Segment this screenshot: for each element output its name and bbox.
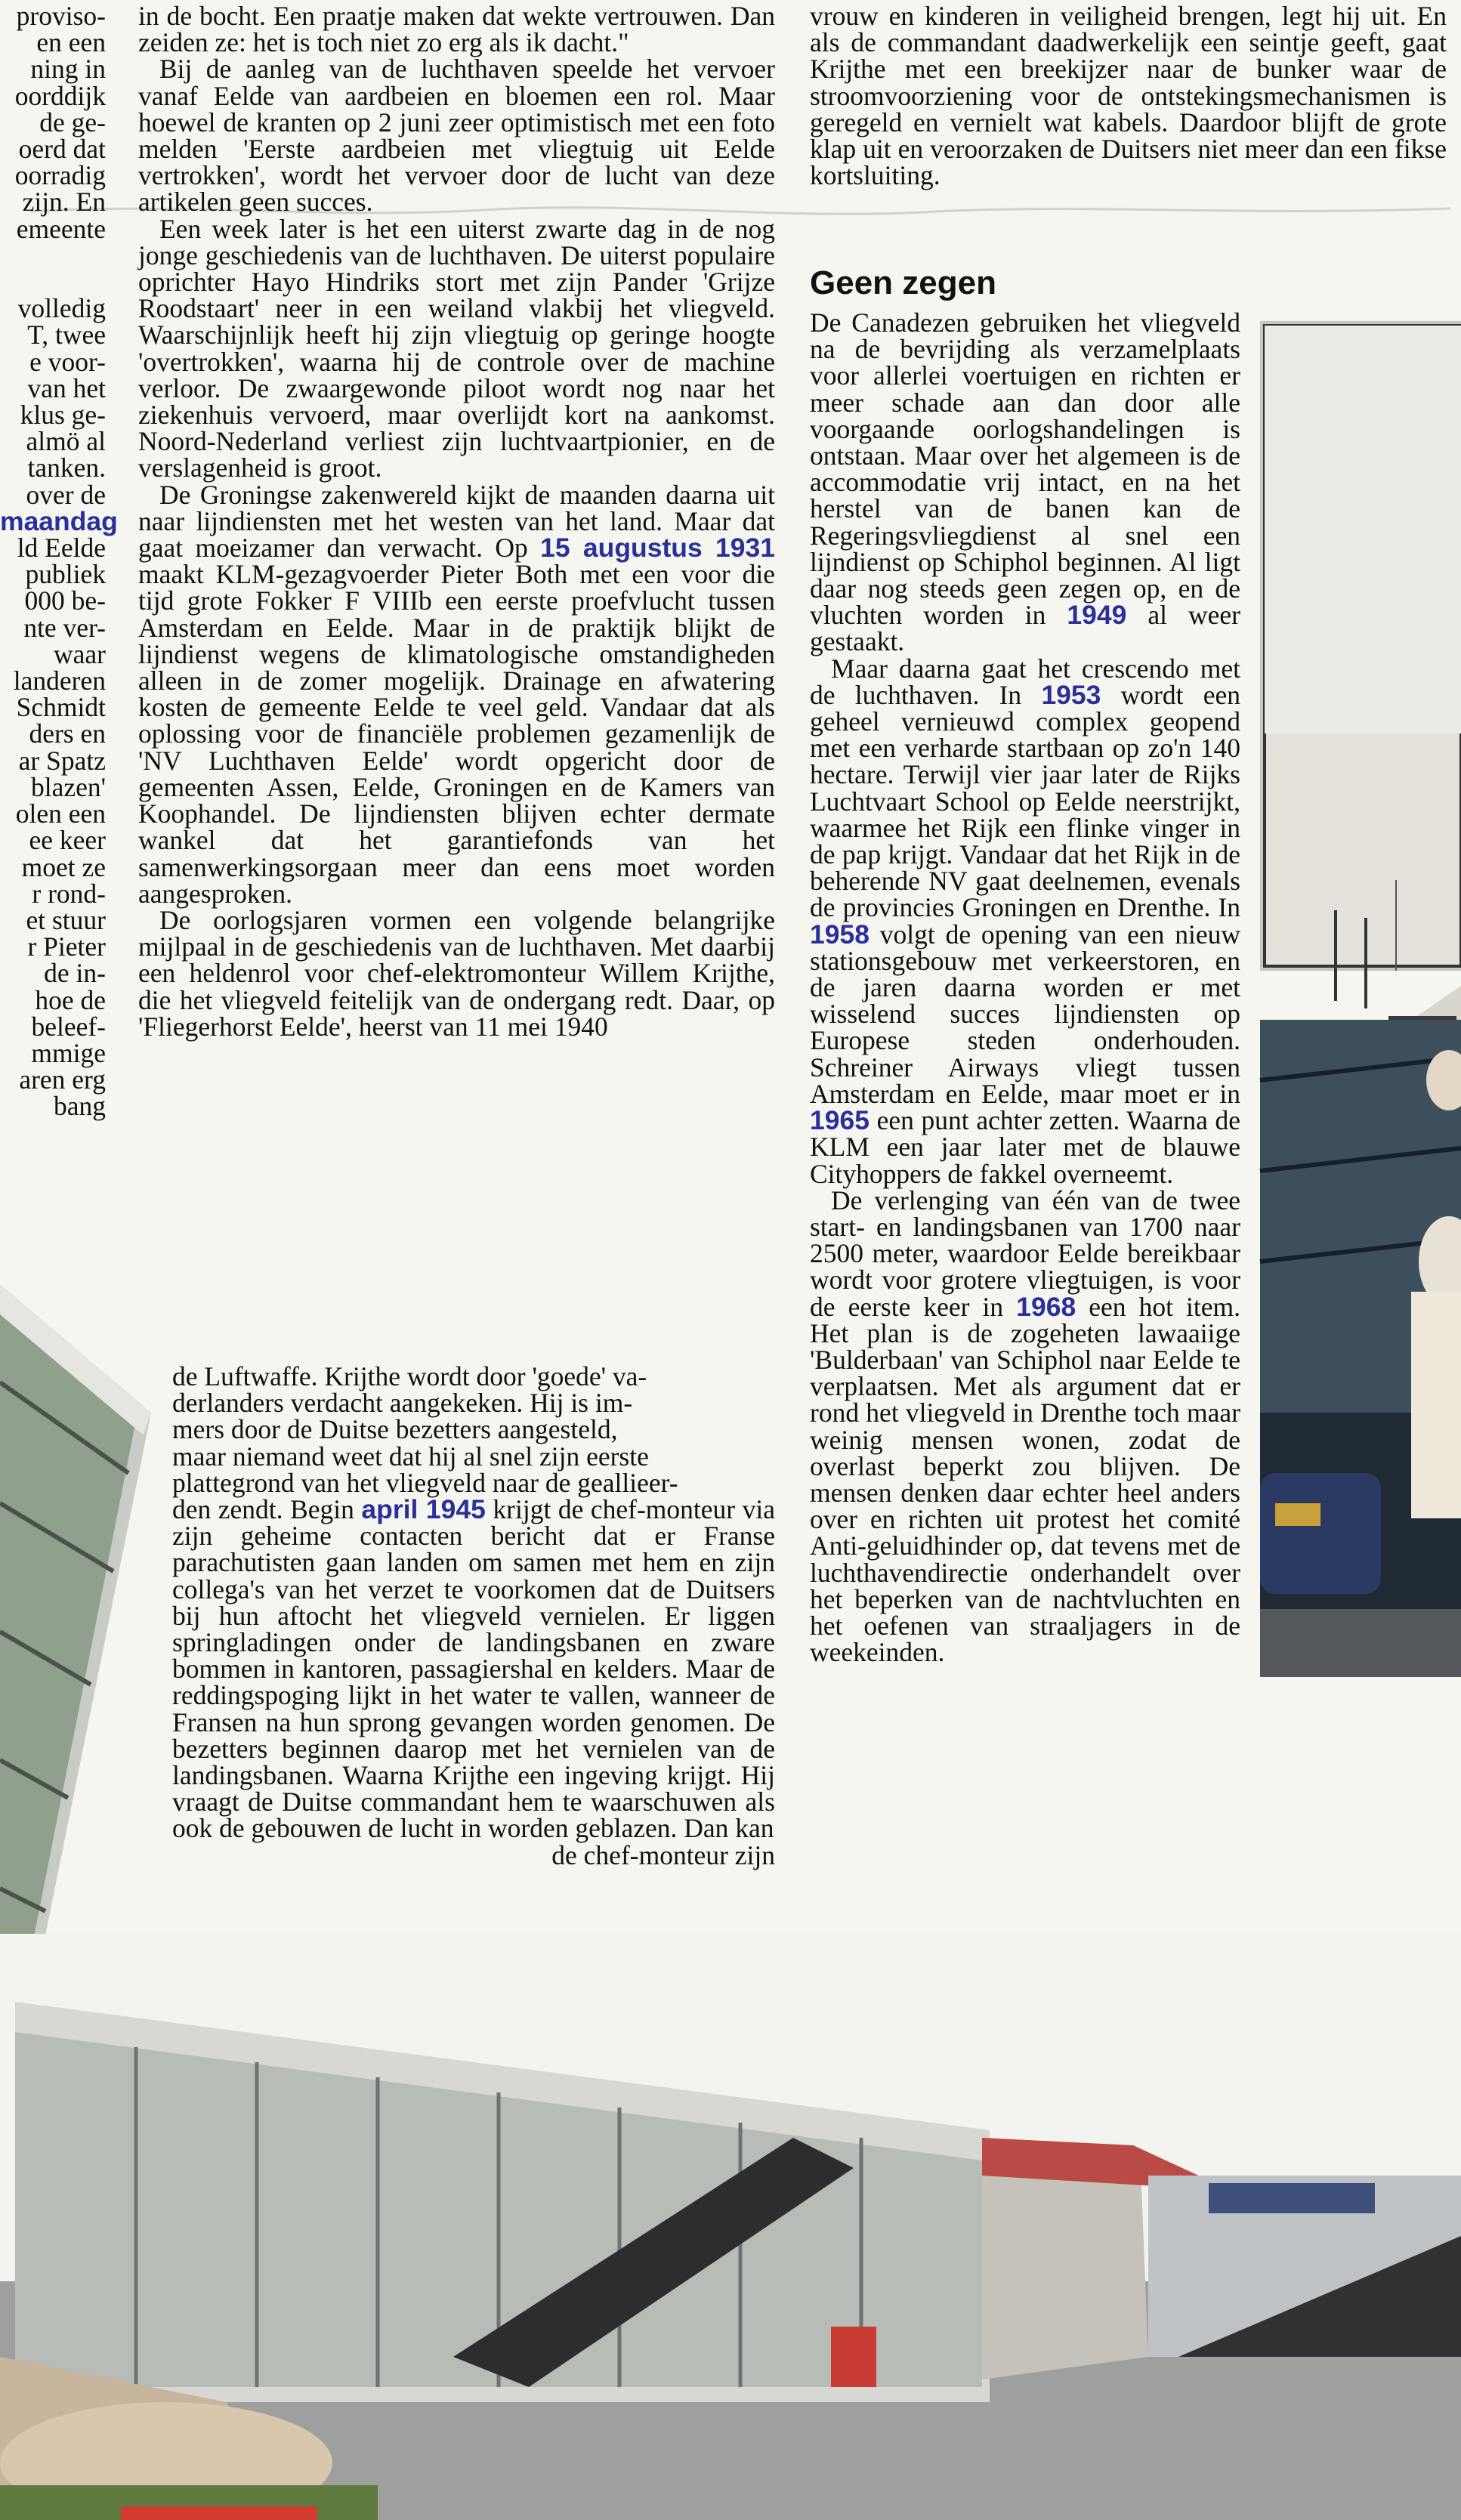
photo-passengers-boarding [1260, 1020, 1461, 1677]
text-fragment-line: e voor- [29, 346, 106, 377]
text-fragment-line: de in- [44, 958, 106, 989]
text-fragment-line: van het [27, 372, 106, 403]
text-fragment-line: nte ver- [23, 612, 106, 643]
text-fragment-line: ee keer [29, 825, 106, 856]
text-fragment-line: ning in [30, 54, 106, 85]
middle-column-indented [172, 1363, 775, 1869]
text-fragment-line: tanken. [27, 452, 106, 483]
text-fragment-line: blazen' [30, 771, 106, 802]
text-fragment-line: 000 be- [24, 585, 106, 616]
text-line: mers door de Duitse bezetters aangesteld, [172, 1414, 618, 1445]
left-column-fragment [0, 1, 118, 1122]
paragraph: De verlenging van één van de twee start- en landingsbanen van 1700 naar 2500 meter, waardoor Eelde bereikbaar wordt voor grotere vliegtuigen, is voor de eerste keer in 1968 een hot item. Het plan is de zogeheten lawaaiige 'Bulderbaan' van Schiphol naar Eelde te verplaatsen. Met als argument dat er rond het vliegveld in Drenthe toch maar weinig mensen wonen, zodat de overlast beperkt zou blijven. De mensen denken daar echter heel anders over en richten uit protest het comité Anti-geluidhinder op, dat tevens met de luchthavendirectie onderhandelt over het beperken van de nachtvluchten en het oefenen van straaljagers in de weekeinden. [810, 1184, 1240, 1668]
text-fragment-line: volledig [17, 293, 106, 324]
date-highlight: 1968 [1016, 1291, 1076, 1322]
text-fragment-line: moet ze [21, 851, 106, 882]
text-fragment-line: de ge- [39, 107, 106, 137]
date-highlight: 1953 [1041, 679, 1101, 710]
text-fragment-line: bang [53, 1091, 106, 1122]
date-highlight: 1965 [810, 1105, 869, 1136]
text-fragment-line [0, 269, 106, 295]
text-line: de Luftwaffe. Krijthe wordt door 'goede' va- [172, 1361, 647, 1391]
text-fragment-line: beleef- [31, 1011, 106, 1042]
paragraph: De Groningse zakenwereld kijkt de maanden daarna uit naar lijndiensten met het westen van het land. Maar dat gaat moeizamer dan verwacht. Op 15 augustus 1931 maakt KLM-gezagvoerder Pieter Both met een voor die tijd grote Fokker F VIIIb een eerste proefvlucht tussen Amsterdam en Eelde. Maar in de praktijk blijkt de lijndienst wegens de klimatologische omstandigheden alleen in de zomer mogelijk. Drainage en afwatering kosten de gemeente Eelde te veel geld. Vandaar dat als oplossing voor de financiële problemen gezamenlijk de 'NV Luchthaven Eelde' wordt opgericht door de gemeenten Assen, Eelde, Groningen en de Kamers van Koophandel. De lijndiensten blijven echter dermate wankel dat het garantiefonds van het samenwerkingsorgaan meer dan eens moet worden aangesproken. [138, 479, 775, 909]
right-column-top [810, 3, 1447, 189]
text-fragment-line: r Pieter [27, 931, 106, 962]
date-highlight: 1949 [1067, 600, 1127, 631]
text-fragment-line: Schmidt [16, 692, 106, 723]
text-fragment-line: r rond- [32, 878, 106, 909]
text-fragment-line: olen een [15, 798, 106, 829]
text-fragment-line: zijn. En [22, 187, 106, 218]
text-fragment-line: mmige [31, 1037, 106, 1068]
text-fragment-line: oorddijk [14, 80, 106, 111]
text-fragment-line: ld Eelde [17, 533, 106, 564]
paragraph-end: de chef-monteur zijn [551, 1839, 775, 1870]
text-fragment-line: et stuur [26, 904, 106, 935]
paragraph: vrouw en kinderen in veiligheid brengen, legt hij uit. En als de commandant daadwerkelijk een seintje geeft, gaat Krijthe met een breekijzer naar de bunker waar de stroomvoorziening voor de ontstekingsmechanismen is geregeld en vernielt wat kabels. Daardoor blijft de grote klap uit en veroorzaken de Duitsers niet meer dan een fikse kortsluiting. [810, 1, 1447, 191]
text-fragment-line: en een [36, 27, 106, 58]
text-fragment-line: almö al [26, 426, 106, 457]
paragraph: Maar daarna gaat het crescendo met de luchthaven. In 1953 wordt een geheel vernieuwd complex geopend met een verharde startbaan op zo'n 140 hectare. Terwijl vier jaar later de Rijks Luchtvaart School op Eelde neerstrijkt, waarmee het Rijk een flinke vinger in de pap krijgt. Vandaar dat het Rijk in de beherende NV gaat deelnemen, evenals de provincies Groningen en Drenthe. In 1958 volgt de opening van een nieuw stationsgebouw met verkeerstoren, en de jaren daarna worden er met wisselend succes lijndiensten op Europese steden onderhouden. Schreiner Airways vliegt tussen Amsterdam en Eelde, maar moet er in 1965 een punt achter zetten. Waarna de KLM een jaar later met de blauwe Cityhoppers de fakkel overneemt. [810, 653, 1240, 1189]
paragraph: in de bocht. Een praatje maken dat wekte vertrouwen. Dan zeiden ze: het is toch niet zo erg als ik dacht." [138, 1, 775, 58]
text-fragment-line: ders en [29, 718, 106, 749]
text-fragment-line: hoe de [35, 984, 106, 1015]
paragraph: Bij de aanleg van de luchthaven speelde het vervoer vanaf Eelde van aardbeien en bloemen een rol. Maar hoewel de kranten op 2 juni zeer optimistisch met een foto melden 'Eerste aardbeien met vliegtuig uit Eelde vertrokken', wordt het vervoer door de lucht van deze artikelen geen succes. [138, 54, 775, 218]
right-column-narrow [810, 307, 1240, 1668]
text-fragment-line: waar [54, 638, 106, 669]
date-highlight: 1958 [810, 919, 869, 950]
paragraph: den zendt. Begin april 1945 krijgt de chef-monteur via zijn geheime contacten bericht dat er Franse parachutisten gaan landen om samen met hem en zijn collega's van het verzet te voorkomen dat de Duitsers bij hun aftocht het vliegveld vernielen. Er liggen springladingen onder de landingsbanen en zware bommen in kantoren, passagiershal en kelders. Maar de reddingspoging lijkt in het water te vallen, wanneer de Fransen na hun sprong gevangen worden genomen. De bezetters beginnen daarop met het vernielen van de landingsbanen. Waarna Krijthe een ingeving krijgt. Hij vraagt de Duitse commandant hem te waarschuwen als ook de gebouwen de lucht in worden geblazen. Dan kan [172, 1494, 775, 1844]
text-fragment-line: emeente [16, 213, 106, 244]
text-fragment-line: maandag [0, 505, 118, 536]
text-fragment-line: proviso- [16, 1, 106, 31]
photo-terminal-glass-wall [0, 1284, 151, 2047]
paragraph: De Canadezen gebruiken het vliegveld na de bevrijding als verzamelplaats voor allerlei voertuigen en richten er meer schade aan dan door alle voorgaande oorlogshandelingen is ontstaan. Maar over het algemeen is de accommodatie vrij intact, en na het herstel van de banen kan de Regeringsvliegdienst al snel een lijndienst op Schiphol beginnen. Al ligt daar nog steeds geen zegen op, en de vluchten worden in 1949 al weer gestaakt. [810, 307, 1240, 657]
paragraph: De oorlogsjaren vormen een volgende belangrijke mijlpaal in de geschiedenis van de luchthaven. Met daarbij een heldenrol voor chef-elektromonteur Willem Krijthe, die het vliegveld feitelijk van de ondergang redt. Daar, op 'Fliegerhorst Eelde', heerst van 11 mei 1940 [138, 904, 775, 1042]
date-highlight: april 1945 [361, 1494, 486, 1525]
text-line: maar niemand weet dat hij al snel zijn eerste [172, 1441, 649, 1472]
text-line: plattegrond van het vliegveld naar de geallieer- [172, 1467, 678, 1498]
text-fragment-line: over de [26, 479, 106, 510]
text-fragment-line: oorradig [14, 160, 106, 191]
date-highlight: 15 augustus 1931 [540, 533, 775, 564]
middle-column [138, 3, 775, 1040]
text-fragment-line: aren erg [19, 1064, 106, 1095]
text-line: den zendt. Begin [172, 1494, 362, 1525]
text-fragment-line: publiek [25, 559, 106, 590]
text-line: derlanders verdacht aangekeken. Hij is im- [172, 1388, 633, 1419]
text-fragment-line: oerd dat [18, 134, 106, 165]
subheading: Geen zegen [810, 264, 996, 301]
paragraph: Een week later is het een uiterst zwarte dag in de nog jonge geschiedenis van de luchthaven. De uiterst populaire oprichter Hayo Hindriks stort met zijn Pander 'Grijze Roodstaart' neer in een weiland vlakbij het vliegveld. Waarschijnlijk heeft hij zijn vliegtuig op geringe hoogte 'overtrokken', waarna hij de controle over de machine verloor. De zwaargewonde piloot wordt nog naar het ziekenhuis vervoerd, maar overlijdt kort na aankomst. Noord-Nederland verliest zijn luchtvaartpionier, en de verslagenheid is groot. [138, 213, 775, 483]
photo-airport-terminal-building [0, 1934, 1461, 2520]
text-fragment-line: ar Spatz [18, 745, 106, 776]
text-fragment-line: landeren [13, 666, 106, 696]
historic-photo-terminal [1260, 321, 1461, 971]
text-fragment-line [0, 242, 106, 269]
text-fragment-line: klus ge- [20, 400, 106, 431]
text-fragment-line: T, twee [27, 320, 106, 351]
